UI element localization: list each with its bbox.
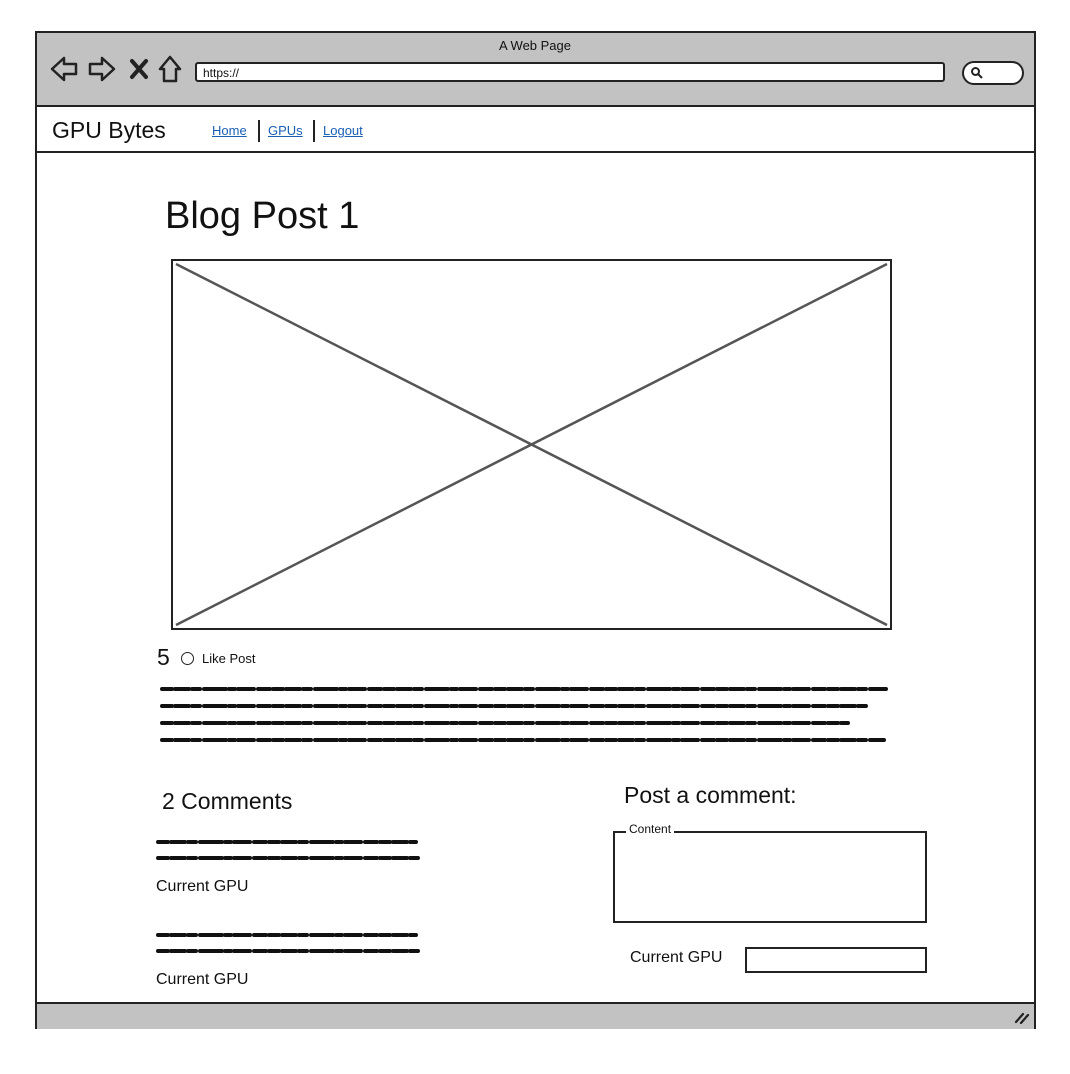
nav-link-home[interactable]: Home: [212, 123, 247, 138]
home-icon[interactable]: [160, 57, 180, 81]
search-icon: [970, 66, 984, 80]
comments-heading: 2 Comments: [162, 788, 293, 814]
comment-gpu-label: Current GPU: [156, 971, 249, 988]
stop-icon[interactable]: [132, 61, 146, 77]
forward-arrow-icon[interactable]: [90, 58, 114, 80]
comment-content-textarea[interactable]: [613, 831, 927, 923]
nav-link-gpus[interactable]: GPUs: [268, 123, 303, 138]
post-body-text: [160, 683, 890, 749]
nav-separator: [258, 120, 260, 142]
browser-nav-icons: [50, 52, 190, 86]
site-brand: GPU Bytes: [52, 117, 166, 143]
browser-search-button[interactable]: [962, 61, 1024, 85]
back-arrow-icon[interactable]: [52, 58, 76, 80]
site-header: [37, 107, 1034, 153]
post-title: Blog Post 1: [165, 195, 360, 237]
browser-statusbar: [37, 1002, 1034, 1029]
current-gpu-input[interactable]: [745, 947, 927, 973]
nav-separator: [313, 120, 315, 142]
url-bar[interactable]: https://: [195, 62, 945, 82]
comment-content-label: Content: [626, 822, 674, 836]
resize-grip-icon[interactable]: [1014, 1010, 1030, 1024]
window-title: A Web Page: [498, 38, 572, 53]
like-post-label[interactable]: Like Post: [202, 651, 256, 666]
comment-text: [156, 930, 421, 958]
post-image-placeholder: [171, 259, 892, 630]
like-count: 5: [157, 644, 170, 670]
nav-link-logout[interactable]: Logout: [323, 123, 363, 138]
current-gpu-label: Current GPU: [630, 949, 723, 966]
comment-gpu-label: Current GPU: [156, 878, 249, 895]
comment-form-heading: Post a comment:: [624, 782, 797, 808]
like-post-radio[interactable]: [181, 652, 194, 665]
comment-text: [156, 837, 421, 865]
